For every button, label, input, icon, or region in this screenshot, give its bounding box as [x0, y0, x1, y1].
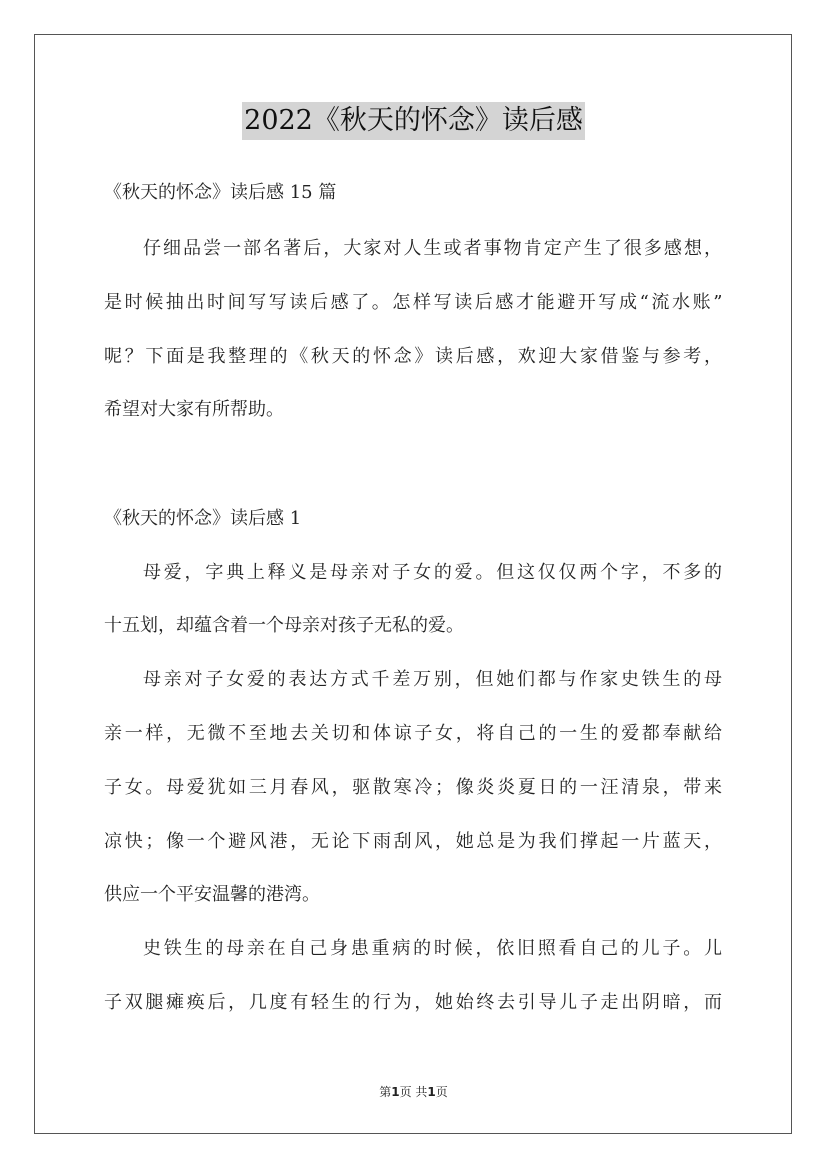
text-line: 呢？下面是我整理的《秋天的怀念》读后感，欢迎大家借鉴与参考， [104, 346, 725, 367]
page-footer [0, 1083, 827, 1100]
footer-page-number: 1 [391, 1085, 400, 1099]
text-line: 母爱，字典上释义是母亲对子女的爱。但这仅仅两个字，不多的 [143, 562, 725, 583]
section-heading: 《秋天的怀念》读后感 1 [104, 508, 302, 529]
document-title: 2022《秋天的怀念》读后感 [242, 102, 585, 140]
text-line: 子女。母爱犹如三月春风，驱散寒冷；像炎炎夏日的一汪清泉，带来 [104, 777, 725, 798]
title-container [0, 102, 827, 140]
subtitle-line: 《秋天的怀念》读后感 15 篇 [104, 182, 337, 203]
text-line: 是时候抽出时间写写读后感了。怎样写读后感才能避开写成“流水账” [104, 292, 726, 313]
text-line: 仔细品尝一部名著后，大家对人生或者事物肯定产生了很多感想， [143, 238, 725, 259]
text-line: 希望对大家有所帮助。 [104, 399, 284, 420]
footer-page-suffix: 页 共 [399, 1085, 428, 1099]
footer-total-number: 1 [427, 1085, 436, 1099]
text-line: 母亲对子女爱的表达方式千差万别，但她们都与作家史铁生的母 [143, 669, 725, 690]
footer-page-prefix: 第 [379, 1085, 392, 1099]
text-line: 十五划，却蕴含着一个母亲对孩子无私的爱。 [104, 615, 464, 636]
text-line: 供应一个平安温馨的港湾。 [104, 884, 320, 905]
text-line: 史铁生的母亲在自己身患重病的时候，依旧照看自己的儿子。儿 [143, 938, 725, 959]
footer-total-suffix: 页 [435, 1085, 448, 1099]
text-line: 亲一样，无微不至地去关切和体谅子女，将自己的一生的爱都奉献给 [104, 723, 725, 744]
text-line: 凉快；像一个避风港，无论下雨刮风，她总是为我们撑起一片蓝天， [104, 831, 725, 852]
text-line: 子双腿瘫痪后，几度有轻生的行为，她始终去引导儿子走出阴暗，而 [104, 992, 725, 1013]
